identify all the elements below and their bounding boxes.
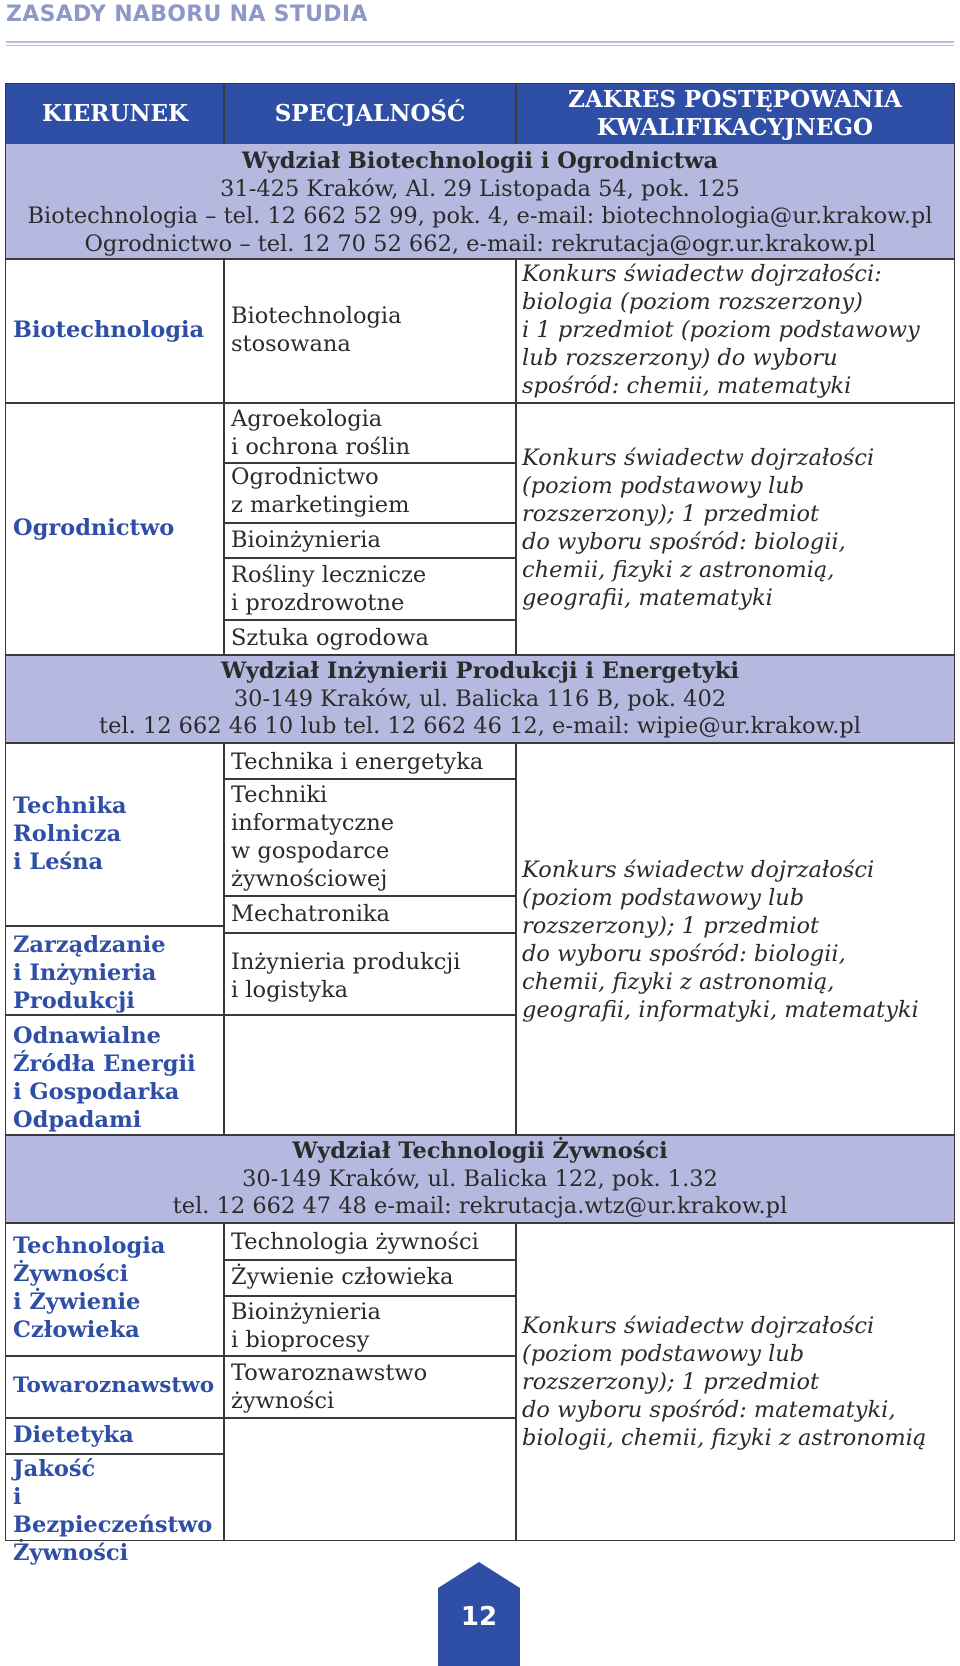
table-grid-line [223,742,225,1134]
table-grid-line [5,1453,223,1455]
specjalnosc-item: Techniki informatyczne w gospodarce żywnościowej [231,782,395,892]
header-divider-thin [6,45,954,46]
header-divider [6,41,954,43]
table-grid-line [5,258,955,260]
table-grid-line [5,925,223,927]
table-grid-line [5,1355,223,1357]
zakres-text: Konkurs świadectw dojrzałości (poziom podstawowy lub rozszerzony); 1 przedmiot do wyboru spośród: matematyki, biologii, chemii, fizyki z astronomią [522,1313,927,1451]
specjalnosc-item: Technologia żywności [231,1229,479,1255]
kierunek-dietetyka: Dietetyka [13,1422,134,1448]
specjalnosc-item: Agroekologia i ochrona roślin [231,406,411,460]
table-grid-line [223,1417,516,1419]
table-grid-line [223,1222,225,1541]
column-header-zakres-line1: ZAKRES POSTĘPOWANIA [568,86,902,113]
table-grid-line [223,619,516,621]
specjalnosc-item: Bioinżynieria [231,527,381,553]
table-grid-line [223,932,516,934]
faculty-contact: Ogrodnictwo – tel. 12 70 52 662, e-mail: rekrutacja@ogr.ur.krakow.pl [84,230,876,257]
table-grid-line [223,1295,516,1297]
column-header-specjalnosc: SPECJALNOŚĆ [224,84,516,144]
table-grid-line [223,778,516,780]
specjalnosc-item: Sztuka ogrodowa [231,625,429,651]
table-grid-line [223,1355,516,1357]
specjalnosc-item: Biotechnologia stosowana [231,303,402,357]
table-grid-line [515,258,517,654]
faculty-name: Wydział Biotechnologii i Ogrodnictwa [241,148,719,174]
table-grid-line [223,83,225,144]
table-border [5,83,955,1566]
table-grid-line [5,1417,223,1419]
specjalnosc-item: Mechatronika [231,901,390,927]
faculty-address: 31-425 Kraków, Al. 29 Listopada 54, pok. 125 [220,175,740,202]
table-grid-line [223,1259,516,1261]
table-grid-line [223,895,516,897]
table-grid-line [5,1134,955,1136]
specjalnosc-item: Rośliny lecznicze i prozdrowotne [231,562,427,616]
faculty-address: 30-149 Kraków, ul. Balicka 122, pok. 1.32 [242,1165,718,1192]
faculty-name: Wydział Technologii Żywności [292,1138,668,1164]
zakres-text: Konkurs świadectw dojrzałości (poziom podstawowy lub rozszerzony); 1 przedmiot do wyboru spośród: biologii, chemii, fizyki z astronomią, geografii, matematyki [522,445,875,611]
table-grid-line [5,1014,516,1016]
specjalnosc-item: Bioinżynieria i bioprocesy [231,1299,381,1353]
table-grid-line [223,462,516,464]
page-number: 12 [460,1602,498,1632]
faculty-contact: tel. 12 662 46 10 lub tel. 12 662 46 12, e-mail: wipie@ur.krakow.pl [99,713,861,739]
kierunek-ogrodnictwo: Ogrodnictwo [13,515,175,541]
table-grid-line [515,742,517,1134]
table-grid-line [515,1222,517,1541]
kierunek-technika-rolnicza: Technika Rolnicza i Leśna [13,793,127,875]
column-header-kierunek: KIERUNEK [6,84,224,144]
table-grid-line [223,522,516,524]
table-grid-line [223,557,516,559]
zakres-text: Konkurs świadectw dojrzałości: biologia (poziom rozszerzony) i 1 przedmiot (poziom podstawowy lub rozszerzony) do wyboru spośród: chemii, matematyki [522,261,920,399]
specjalnosc-item: Towaroznawstwo żywności [231,1360,428,1414]
specjalnosc-item: Ogrodnictwo z marketingiem [231,464,410,518]
faculty-contact: tel. 12 662 47 48 e-mail: rekrutacja.wtz@ur.krakow.pl [172,1193,788,1219]
specjalnosc-item: Inżynieria produkcji i logistyka [231,949,461,1003]
kierunek-biotechnologia: Biotechnologia [13,317,205,343]
kierunek-odnawialne-zrodla: Odnawialne Źródła Energii i Gospodarka Odpadami [13,1023,196,1133]
kierunek-jakosc: Jakość i Bezpieczeństwo Żywności [13,1456,213,1566]
specjalnosc-item: Żywienie człowieka [231,1264,454,1290]
table-grid-line [5,742,955,744]
table-grid-line [5,1222,955,1224]
table-grid-line [5,654,955,656]
table-grid-line [515,83,517,144]
specjalnosc-item: Technika i energetyka [231,749,484,775]
page-number-tab [438,1562,520,1666]
faculty-contact: Biotechnologia – tel. 12 662 52 99, pok. 4, e-mail: biotechnologia@ur.krakow.pl [27,203,933,229]
column-header-zakres-line2: KWALIFIKACYJNEGO [596,114,874,141]
table-grid-line [223,258,225,654]
page-header-title: ZASADY NABORU NA STUDIA [6,2,368,27]
kierunek-technologia-zywnosci: Technologia Żywności i Żywienie Człowieka [13,1233,166,1343]
faculty-address: 30-149 Kraków, ul. Balicka 116 B, pok. 402 [233,685,727,712]
table-grid-line [5,402,955,404]
kierunek-zarzadzanie: Zarządzanie i Inżynieria Produkcji [13,932,166,1014]
faculty-name: Wydział Inżynierii Produkcji i Energetyki [220,658,740,684]
zakres-text: Konkurs świadectw dojrzałości (poziom podstawowy lub rozszerzony); 1 przedmiot do wyboru spośród: biologii, chemii, fizyki z astronomią, geografii, informatyki, matematyki [522,857,919,1023]
kierunek-towaroznawstwo: Towaroznawstwo [13,1373,215,1398]
